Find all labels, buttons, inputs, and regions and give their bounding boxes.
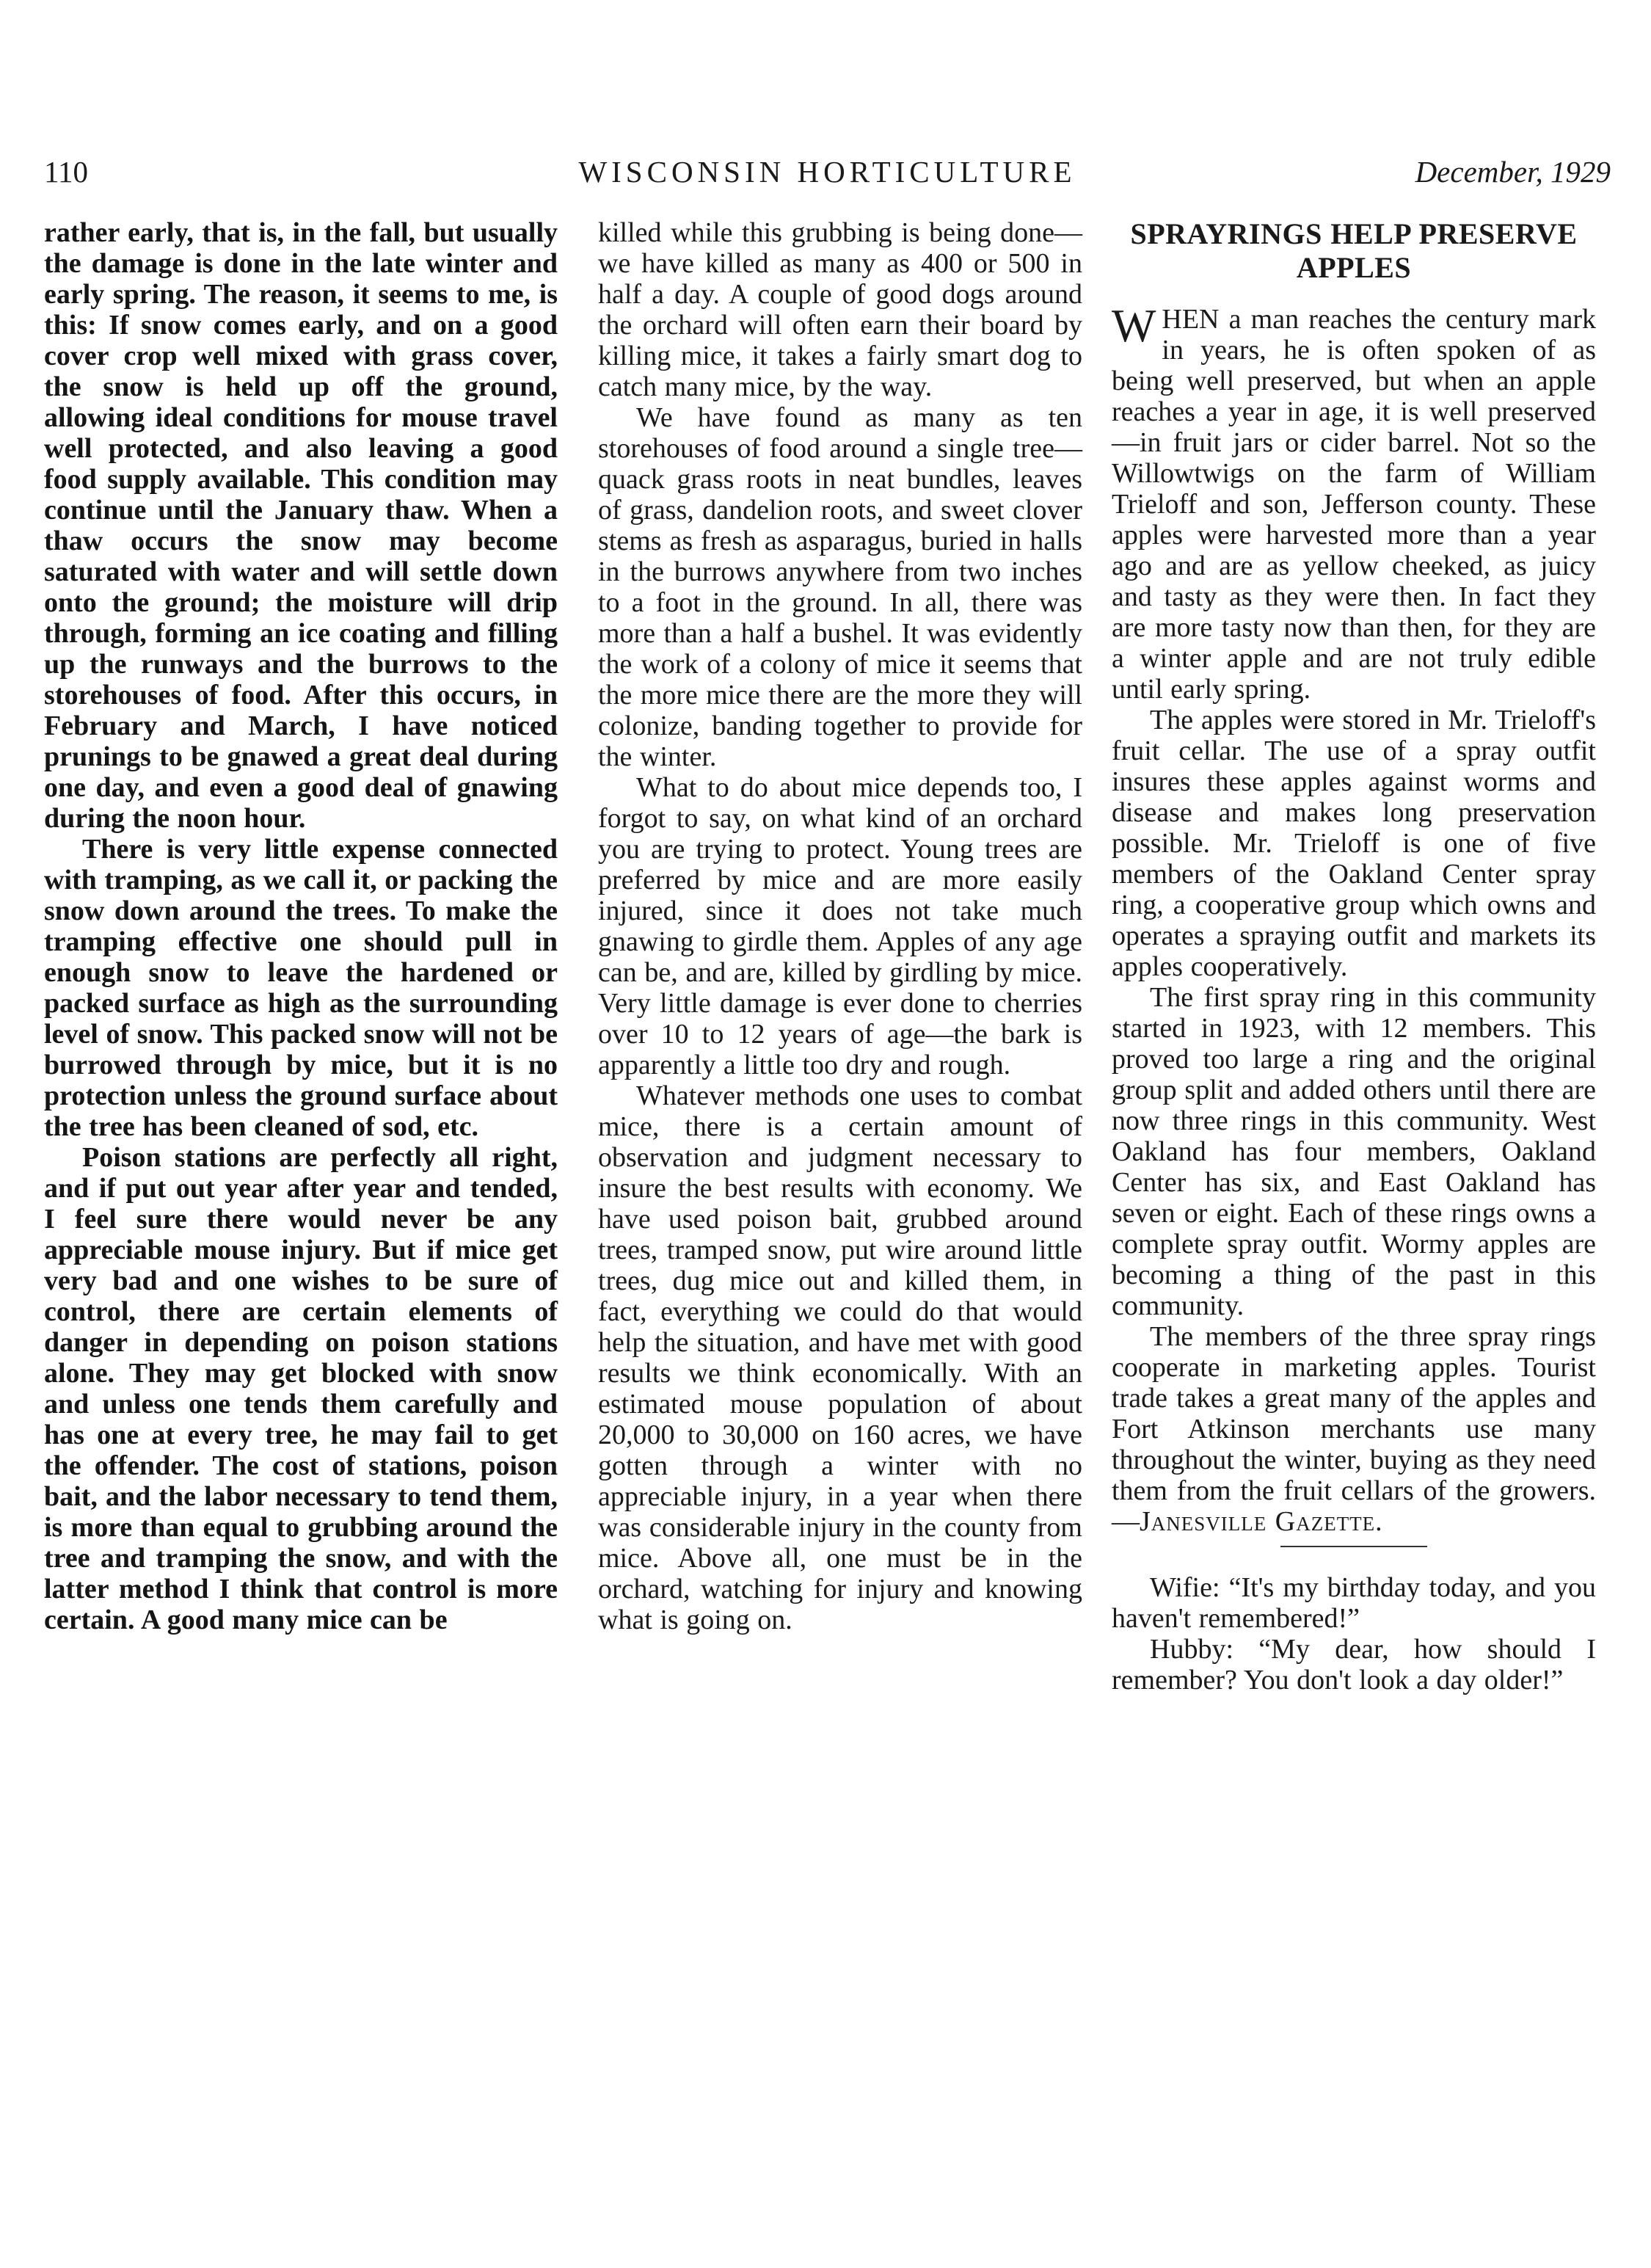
paragraph: killed while this grubbing is being done—we have killed as many as 400 or 500 in half a day. A couple of good dogs around the orchard will often earn their board by killing mice, it takes a fairly smart dog to catch many mice, by the way. [598, 217, 1082, 402]
paragraph [1112, 1321, 1596, 1537]
divider [1280, 1546, 1427, 1547]
issue-date: December, 1929 [1415, 155, 1611, 189]
paragraph: We have found as many as ten storehouses of food around a single tree—quack grass roots in neat bundles, leaves of grass, dandelion roots, and sweet clover stems as fresh as asparagus, buried in halls in the burrows anywhere from two inches to a foot in the ground. In all, there was more than a half a bushel. It was evidently the work of a colony of mice it seems that the more mice there are the more they will colonize, banding together to provide for the winter. [598, 402, 1082, 772]
journal-title: WISCONSIN HORTICULTURE [578, 155, 1076, 189]
paragraph: There is very little expense connected with tramping, as we call it, or packing the snow down around the trees. To make the tramping effective one should pull in enough snow to leave the hardened or packed surface as high as the surrounding level of snow. This packed snow will not be burrowed through by mice, but it is no protection unless the ground surface about the tree has been cleaned of sod, etc. [44, 834, 558, 1142]
column-2 [598, 217, 1082, 1635]
paragraph: The first spray ring in this community started in 1923, with 12 members. This proved too large a ring and the original group split and added others until there are now three rings in this community. West Oakland has four members, Oakland Center has six, and East Oakland has seven or eight. Each of these rings owns a complete spray outfit. Wormy apples are becoming a thing of the past in this community. [1112, 982, 1596, 1321]
joke-line: Wifie: “It's my birthday today, and you haven't remembered!” [1112, 1572, 1596, 1634]
article-heading: SPRAYRINGS HELP PRESERVE APPLES [1130, 217, 1578, 284]
page-header [44, 150, 1611, 194]
article-source: Janesville Gazette. [1140, 1506, 1383, 1537]
paragraph-text: The members of the three spray rings cooperate in marketing apples. Tourist trade takes a great many of the apples and Fort Atkinson merchants use many throughout the winter, buying as they need them from the fruit cellars of the growers.— [1112, 1321, 1596, 1537]
paragraph: Whatever methods one uses to combat mice, there is a certain amount of observation and judgment necessary to insure the best results with economy. We have used poison bait, grubbed around trees, tramped snow, put wire around little trees, dug mice out and killed them, in fact, everything we could do that would help the situation, and have met with good results we think economically. With an estimated mouse population of about 20,000 to 30,000 on 160 acres, we have gotten through a winter with no appreciable injury, in a year when there was considerable injury in the county from mice. Above all, one must be in the orchard, watching for injury and knowing what is going on. [598, 1080, 1082, 1635]
paragraph-text: HEN a man reaches the century mark in years, he is often spoken of as being well preserved, but when an apple reaches a year in age, it is well preserved—in fruit jars or cider barrel. Not so the Willowtwigs on the farm of William Trieloff and son, Jefferson county. These apples were harvested more than a year ago and are as yellow cheeked, as juicy and tasty as they were then. In fact they are more tasty now than then, for they are a winter apple and are not truly edible until early spring. [1112, 304, 1596, 705]
joke-line: Hubby: “My dear, how should I remember? You don't look a day older!” [1112, 1634, 1596, 1695]
column-1 [44, 217, 558, 1635]
paragraph: What to do about mice depends too, I forgot to say, on what kind of an orchard you are trying to protect. Young trees are preferred by mice and are more easily injured, since it does not take much gnawing to girdle them. Apples of any age can be, and are, killed by girdling by mice. Very little damage is ever done to cherries over 10 to 12 years of age—the bark is apparently a little too dry and rough. [598, 772, 1082, 1080]
paragraph: rather early, that is, in the fall, but usually the damage is done in the late winter and early spring. The reason, it seems to me, is this: If snow comes early, and on a good cover crop well mixed with grass cover, the snow is held up off the ground, allowing ideal conditions for mouse travel well protected, and also leaving a good food supply available. This condition may continue until the January thaw. When a thaw occurs the snow may become saturated with water and will settle down onto the ground; the moisture will drip through, forming an ice coating and filling up the runways and the burrows to the storehouses of food. After this occurs, in February and March, I have noticed prunings to be gnawed a great deal during one day, and even a good deal of gnawing during the noon hour. [44, 217, 558, 834]
drop-cap: W [1112, 299, 1156, 352]
page-number: 110 [44, 155, 88, 189]
paragraph [1112, 299, 1596, 705]
column-3 [1112, 217, 1596, 1695]
joke [1112, 1572, 1596, 1695]
paragraph: The apples were stored in Mr. Trieloff's fruit cellar. The use of a spray outfit insures these apples against worms and disease and makes long preservation possible. Mr. Trieloff is one of five members of the Oakland Center spray ring, a cooperative group which owns and operates a spraying outfit and markets its apples cooperatively. [1112, 705, 1596, 982]
paragraph: Poison stations are perfectly all right, and if put out year after year and tended, I feel sure there would never be any appreciable mouse injury. But if mice get very bad and one wishes to be sure of control, there are certain elements of danger in depending on poison stations alone. They may get blocked with snow and unless one tends them carefully and has one at every tree, he may fail to get the offender. The cost of stations, poison bait, and the labor necessary to tend them, is more than equal to grubbing around the tree and tramping the snow, and with the latter method I think that control is more certain. A good many mice can be [44, 1142, 558, 1635]
